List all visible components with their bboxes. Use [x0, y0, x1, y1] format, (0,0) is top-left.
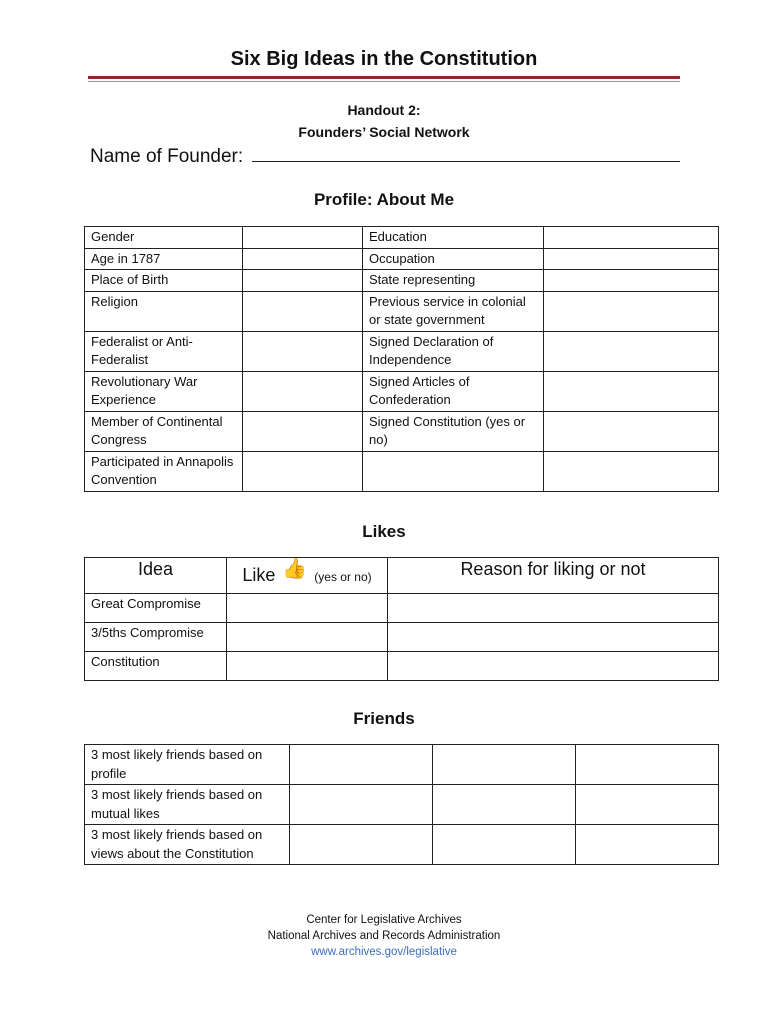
- profile-label: Age in 1787: [85, 248, 243, 270]
- profile-label: Member of Continental Congress: [85, 411, 243, 451]
- profile-label: Occupation: [363, 248, 544, 270]
- title-rule-thin: [88, 81, 680, 82]
- table-row: [85, 745, 719, 785]
- profile-value-cell[interactable]: [243, 331, 363, 371]
- profile-value-cell[interactable]: [544, 451, 719, 491]
- likes-table: [84, 557, 719, 681]
- profile-value-cell[interactable]: [544, 411, 719, 451]
- table-row: [85, 371, 719, 411]
- profile-value-cell[interactable]: [243, 451, 363, 491]
- profile-value-cell[interactable]: [243, 291, 363, 331]
- footer-link[interactable]: www.archives.gov/legislative: [311, 946, 457, 958]
- profile-label: Previous service in colonial or state government: [363, 291, 544, 331]
- profile-value-cell[interactable]: [363, 451, 544, 491]
- profile-value-cell[interactable]: [243, 227, 363, 249]
- like-column-note: (yes or no): [314, 570, 372, 584]
- profile-value-cell[interactable]: [544, 291, 719, 331]
- title-rule: [88, 76, 680, 79]
- friends-criteria-label: 3 most likely friends based on mutual likes: [85, 785, 290, 825]
- table-row: [85, 270, 719, 292]
- profile-label: Federalist or Anti-Federalist: [85, 331, 243, 371]
- like-cell[interactable]: [227, 594, 388, 623]
- profile-value-cell[interactable]: [544, 270, 719, 292]
- profile-value-cell[interactable]: [544, 248, 719, 270]
- table-row: [85, 451, 719, 491]
- table-row: [85, 652, 719, 681]
- idea-label: 3/5ths Compromise: [85, 623, 227, 652]
- profile-table: [84, 226, 719, 492]
- like-column-header: [227, 558, 388, 594]
- profile-value-cell[interactable]: [243, 371, 363, 411]
- profile-value-cell[interactable]: [243, 411, 363, 451]
- founder-name-row: [90, 143, 680, 168]
- like-cell[interactable]: [227, 652, 388, 681]
- friend-cell[interactable]: [433, 825, 576, 865]
- profile-heading: Profile: About Me: [313, 190, 455, 209]
- likes-header-row: [85, 558, 719, 594]
- profile-value-cell[interactable]: [544, 227, 719, 249]
- like-column-label: Like: [242, 565, 276, 585]
- handout-number: Handout 2:: [347, 102, 421, 118]
- profile-label: Signed Constitution (yes or no): [363, 411, 544, 451]
- profile-label: Signed Declaration of Independence: [363, 331, 544, 371]
- table-row: [85, 594, 719, 623]
- table-row: [85, 291, 719, 331]
- friend-cell[interactable]: [433, 785, 576, 825]
- reason-column-header: Reason for liking or not: [388, 558, 719, 594]
- like-cell[interactable]: [227, 623, 388, 652]
- friend-cell[interactable]: [290, 825, 433, 865]
- thumbs-up-icon: 👍: [282, 558, 308, 580]
- profile-label: Signed Articles of Confederation: [363, 371, 544, 411]
- table-row: [85, 785, 719, 825]
- table-row: [85, 227, 719, 249]
- footer-agency: National Archives and Records Administration: [267, 930, 501, 942]
- table-row: [85, 331, 719, 371]
- idea-label: Constitution: [85, 652, 227, 681]
- idea-column-header: Idea: [85, 558, 227, 594]
- reason-cell[interactable]: [388, 652, 719, 681]
- profile-label: Place of Birth: [85, 270, 243, 292]
- founder-name-field[interactable]: [252, 143, 680, 162]
- friends-table: [84, 744, 719, 865]
- handout-title: Founders’ Social Network: [298, 124, 470, 140]
- profile-value-cell[interactable]: [243, 270, 363, 292]
- profile-label: Religion: [85, 291, 243, 331]
- table-row: [85, 411, 719, 451]
- profile-value-cell[interactable]: [544, 371, 719, 411]
- profile-label: Education: [363, 227, 544, 249]
- profile-label: Gender: [85, 227, 243, 249]
- friends-criteria-label: 3 most likely friends based on views about the Constitution: [85, 825, 290, 865]
- idea-label: Great Compromise: [85, 594, 227, 623]
- profile-label: Revolutionary War Experience: [85, 371, 243, 411]
- table-row: [85, 248, 719, 270]
- likes-heading: Likes: [362, 522, 406, 541]
- friend-cell[interactable]: [576, 825, 719, 865]
- friend-cell[interactable]: [290, 745, 433, 785]
- friend-cell[interactable]: [576, 745, 719, 785]
- friend-cell[interactable]: [290, 785, 433, 825]
- page-title: Six Big Ideas in the Constitution: [230, 48, 538, 70]
- profile-label: State representing: [363, 270, 544, 292]
- profile-value-cell[interactable]: [544, 331, 719, 371]
- reason-cell[interactable]: [388, 623, 719, 652]
- friends-heading: Friends: [353, 709, 415, 728]
- table-row: [85, 825, 719, 865]
- friend-cell[interactable]: [433, 745, 576, 785]
- reason-cell[interactable]: [388, 594, 719, 623]
- footer-org: Center for Legislative Archives: [306, 914, 462, 926]
- friend-cell[interactable]: [576, 785, 719, 825]
- founder-name-label: Name of Founder:: [90, 146, 249, 167]
- friends-criteria-label: 3 most likely friends based on profile: [85, 745, 290, 785]
- profile-value-cell[interactable]: [243, 248, 363, 270]
- profile-label: Participated in Annapolis Convention: [85, 451, 243, 491]
- table-row: [85, 623, 719, 652]
